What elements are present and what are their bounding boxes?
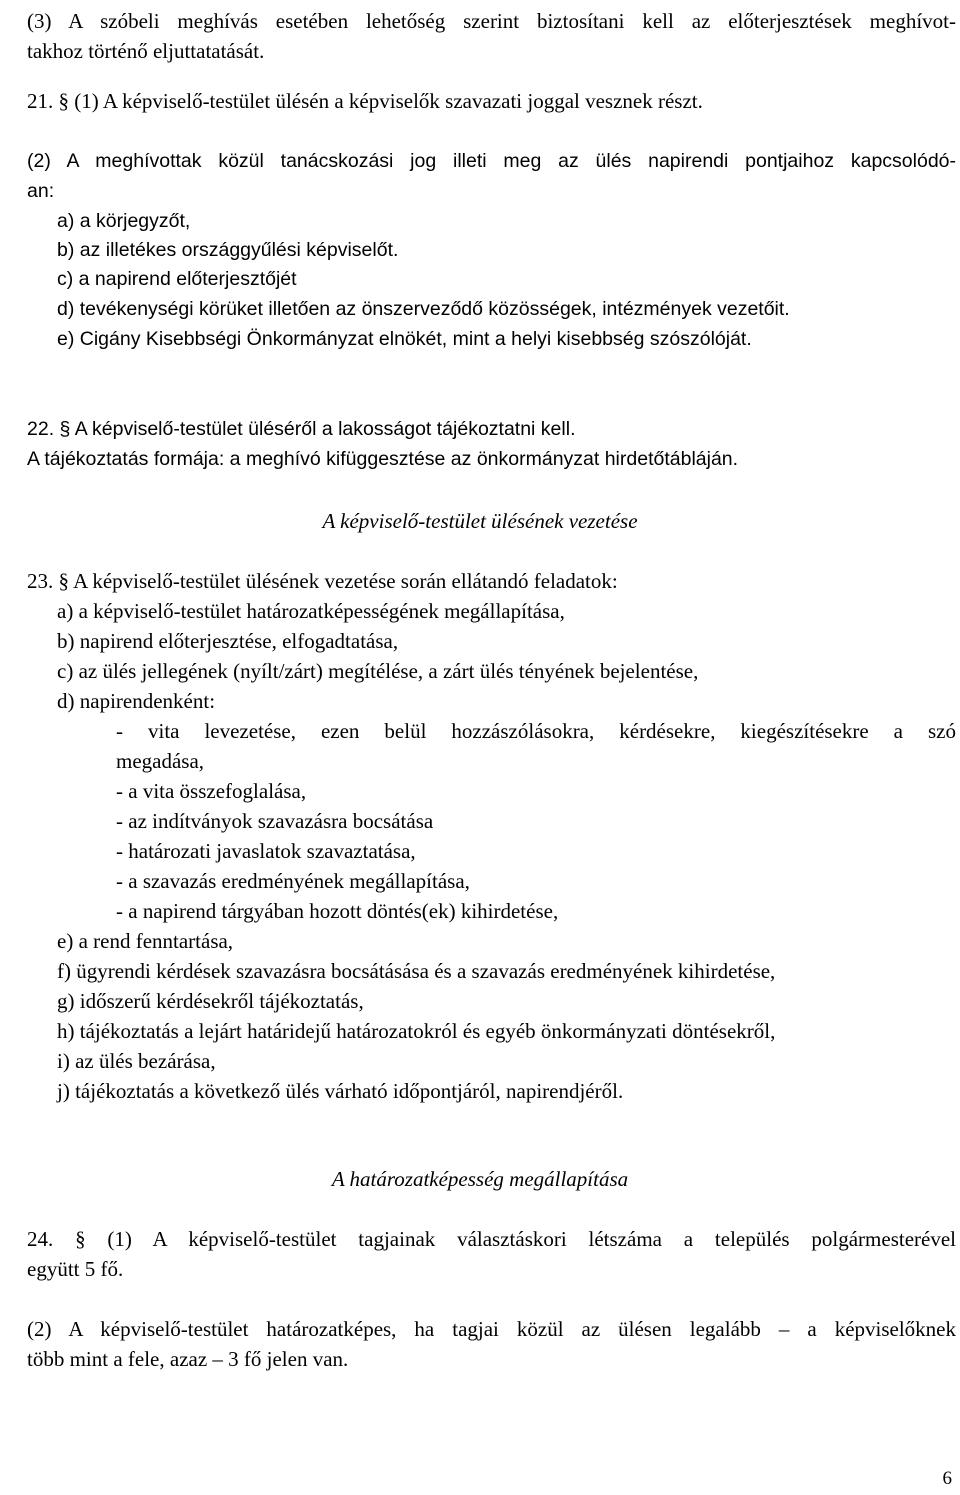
list-item-21-e: e) Cigány Kisebbségi Önkormányzat elnökét, mint a helyi kisebbség szószólóját.	[57, 328, 752, 350]
sub-item-23-d-2: - a vita összefoglalása,	[116, 779, 307, 803]
list-item-23-e: e) a rend fenntartása,	[57, 929, 234, 953]
sub-item-23-d-4: - határozati javaslatok szavaztatása,	[116, 839, 416, 863]
list-item-23-h: h) tájékoztatás a lejárt határidejű határozatokról és egyéb önkormányzati döntésekről,	[57, 1019, 776, 1043]
list-item-23-f: f) ügyrendi kérdések szavazásra bocsátásása és a szavazás eredményének kihirdetése,	[57, 959, 776, 983]
paragraph-22-line2: A tájékoztatás formája: a meghívó kifüggesztése az önkormányzat hirdetőtábláján.	[27, 448, 739, 470]
list-item-21-a: a) a körjegyzőt,	[57, 210, 191, 232]
paragraph-21-2-intro2: an:	[27, 180, 55, 202]
sub-item-23-d-1: - vita levezetése, ezen belül hozzászólásokra, kérdésekre, kiegészítésekre a szó	[116, 719, 956, 743]
list-item-23-g: g) időszerű kérdésekről tájékoztatás,	[57, 989, 364, 1013]
section-heading-quorum: A határozatképesség megállapítása	[331, 1167, 629, 1191]
paragraph-23-intro: 23. § A képviselő-testület ülésének vezetése során ellátandó feladatok:	[27, 569, 618, 593]
section-heading-meeting-chairing: A képviselő-testület ülésének vezetése	[322, 509, 638, 533]
sub-item-23-d-5: - a szavazás eredményének megállapítása,	[116, 869, 470, 893]
list-item-21-c: c) a napirend előterjesztőjét	[57, 268, 297, 290]
paragraph-24-2-line1: (2) A képviselő-testület határozatképes, ha tagjai közül az ülésen legalább – a képviselőknek	[27, 1317, 956, 1341]
paragraph-20-3-line1: (3) A szóbeli meghívás esetében lehetőség szerint biztosítani kell az előterjesztések meghívot-	[27, 9, 956, 33]
list-item-23-i: i) az ülés bezárása,	[57, 1049, 216, 1073]
sub-item-23-d-1-cont: megadása,	[116, 749, 205, 773]
list-item-23-d: d) napirendenként:	[57, 689, 216, 713]
list-item-21-b: b) az illetékes országgyűlési képviselőt.	[57, 239, 399, 261]
paragraph-24-1-line1: 24. § (1) A képviselő-testület tagjainak választáskori létszáma a település polgármesterével	[27, 1227, 956, 1251]
list-item-23-j: j) tájékoztatás a következő ülés várható időpontjáról, napirendjéről.	[57, 1079, 624, 1103]
list-item-23-c: c) az ülés jellegének (nyílt/zárt) megítélése, a zárt ülés tényének bejelentése,	[57, 659, 699, 683]
list-item-23-b: b) napirend előterjesztése, elfogadtatása,	[57, 629, 399, 653]
list-item-21-d: d) tevékenységi körüket illetően az önszerveződő közösségek, intézmények vezetőit.	[57, 298, 790, 320]
paragraph-20-3-line2: takhoz történő eljuttatatását.	[27, 39, 265, 63]
list-item-23-a: a) a képviselő-testület határozatképességének megállapítása,	[57, 599, 565, 623]
page-number: 6	[942, 1468, 952, 1489]
sub-item-23-d-6: - a napirend tárgyában hozott döntés(ek) kihirdetése,	[116, 899, 559, 923]
paragraph-24-1-line2: együtt 5 fő.	[27, 1257, 124, 1281]
paragraph-21-2-intro1: (2) A meghívottak közül tanácskozási jog illeti meg az ülés napirendi pontjaihoz kapcsolódó-	[27, 150, 956, 172]
paragraph-21-1: 21. § (1) A képviselő-testület ülésén a képviselők szavazati joggal vesznek részt.	[27, 89, 703, 113]
paragraph-22-line1: 22. § A képviselő-testület üléséről a lakosságot tájékoztatni kell.	[27, 418, 576, 440]
sub-item-23-d-3: - az indítványok szavazásra bocsátása	[116, 809, 434, 833]
paragraph-24-2-line2: több mint a fele, azaz – 3 fő jelen van.	[27, 1347, 349, 1371]
